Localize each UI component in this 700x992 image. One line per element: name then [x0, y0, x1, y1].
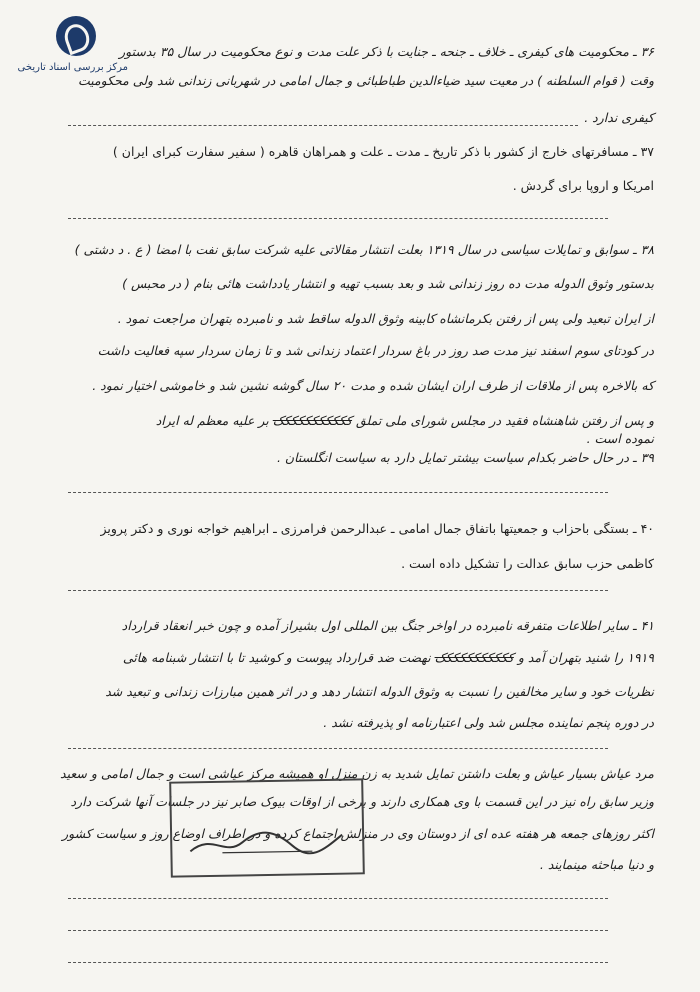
notes-line-4: و دنیا مباحثه مینمایند . — [539, 857, 654, 872]
dashed-rule — [68, 748, 608, 749]
item-40-line-2: کاظمی حزب سابق عدالت را تشکیل داده است . — [401, 556, 654, 571]
item-36-line-2: وقت ( قوام السلطنه ) در معیت سید ضیاءالدین طباطبائی و جمال امامی در شهربانی زندانی شد ولی محکومیت — [77, 73, 654, 88]
item-38-line-4: در کودتای سوم اسفند نیز مدت صد روز در باغ سردار اعتماد زندانی شد و تا زمان سردار سپه فعالیت داشت — [97, 343, 654, 358]
item-36-line-1: ۳۶ ـ محکومیت های کیفری ـ خلاف ـ جنحه ـ جنایت با ذکر علت مدت و نوع محکومیت در سال ۳۵ بدستور — [119, 44, 654, 59]
item-41-line-2-start: ۱۹۱۹ را شنید بتهران آمد و — [517, 650, 654, 665]
signature-icon — [182, 821, 353, 864]
dashed-rule — [68, 218, 608, 219]
item-37-line-2: امریکا و اروپا برای گردش . — [512, 178, 654, 193]
struck-text: ککککککککککک — [434, 650, 514, 665]
dashed-rule — [68, 930, 608, 931]
item-38-line-6-text: و پس از رفتن شاهنشاه فقید در مجلس شورای ملی تملق — [356, 413, 654, 428]
dashed-rule — [68, 590, 608, 591]
stamp-box — [169, 778, 365, 877]
archive-emblem-icon — [56, 16, 96, 56]
notes-line-3: اکثر روزهای جمعه هر هفته عده ای از دوستان وی در منزلش اجتماع کرده و در اطراف اوضاع روز و سیاست کشور — [62, 826, 654, 841]
item-41-line-1: ۴۱ ـ سایر اطلاعات متفرقه نامبرده در اواخر جنگ بین المللی اول بشیراز آمده و چون خبر انعقاد قرارداد — [121, 618, 654, 633]
notes-line-2: وزیر سابق راه نیز در این قسمت با وی همکاری دارند و برخی از اوقات بیوک صابر نیز در جلسات آنها شرکت دارد — [70, 794, 654, 809]
item-38-line-6 — [156, 413, 654, 429]
item-38-line-7: نموده است . — [586, 431, 654, 446]
item-41-line-2-end: نهضت ضد قرارداد پیوست و کوشید تا با انتشار شبنامه هائی — [122, 650, 431, 665]
item-41-line-3: نظریات خود و سایر مخالفین را نسبت به وثوق الدوله انتشار دهد و در اثر همین مبارزات زندانی و تبعید شد — [105, 684, 654, 699]
item-38-line-5: که بالاخره پس از ملاقات از طرف اران ایشان شده و مدت ۲۰ سال گوشه نشین شد و خاموشی اختیار نمود . — [92, 378, 654, 393]
item-37-line-1: ۳۷ ـ مسافرتهای خارج از کشور با ذکر تاریخ ـ مدت ـ علت و همراهان قاهره ( سفیر سفارت کبرای ایران ) — [112, 144, 654, 159]
item-38-line-2: بدستور وثوق الدوله مدت ده روز زندانی شد و بعد بسبب تهیه و انتشار یادداشت هائی بنام ( در محبس ) — [122, 276, 654, 291]
dashed-rule — [68, 962, 608, 963]
item-38-line-6-end: بر علیه معظم له ایراد — [155, 413, 269, 428]
struck-text: ککککککککککک — [272, 413, 353, 428]
archive-logo-text: مرکز بررسی اسناد تاریخی — [17, 62, 128, 73]
item-40-line-1: ۴۰ ـ بستگی باحزاب و جمعیتها باتفاق جمال امامی ـ عبدالرحمن فرامرزی ـ ابراهیم خواجه نوری و دکتر پرویز — [100, 521, 654, 536]
dashed-rule — [68, 492, 608, 493]
dashed-rule — [68, 898, 608, 899]
item-39-line-1: ۳۹ ـ در حال حاضر بکدام سیاست بیشتر تمایل دارد به سیاست انگلستان . — [276, 450, 654, 465]
item-38-line-3: از ایران تبعید ولی پس از رفتن بکرمانشاه کابینه وثوق الدوله ساقط شد و نامبرده بتهران مراجعت نمود . — [117, 311, 654, 326]
item-41-line-2 — [123, 650, 654, 666]
item-41-line-4: در دوره پنجم نماینده مجلس شد ولی اعتبارنامه او پذیرفته نشد . — [323, 715, 654, 730]
notes-line-1: مرد عیاش بسیار عیاش و بعلت داشتن تمایل شدید به زن منزل او همیشه مرکز عیاشی است و جمال امامی و سعید — [60, 766, 654, 781]
item-38-line-1: ۳۸ ـ سوابق و تمایلات سیاسی در سال ۱۳۱۹ بعلت انتشار مقالاتی علیه شرکت سابق نفت با امضا ( ع . د دشتی ) — [74, 242, 654, 257]
dashed-rule — [68, 125, 578, 126]
item-36-line-3: کیفری ندارد . — [584, 110, 654, 125]
